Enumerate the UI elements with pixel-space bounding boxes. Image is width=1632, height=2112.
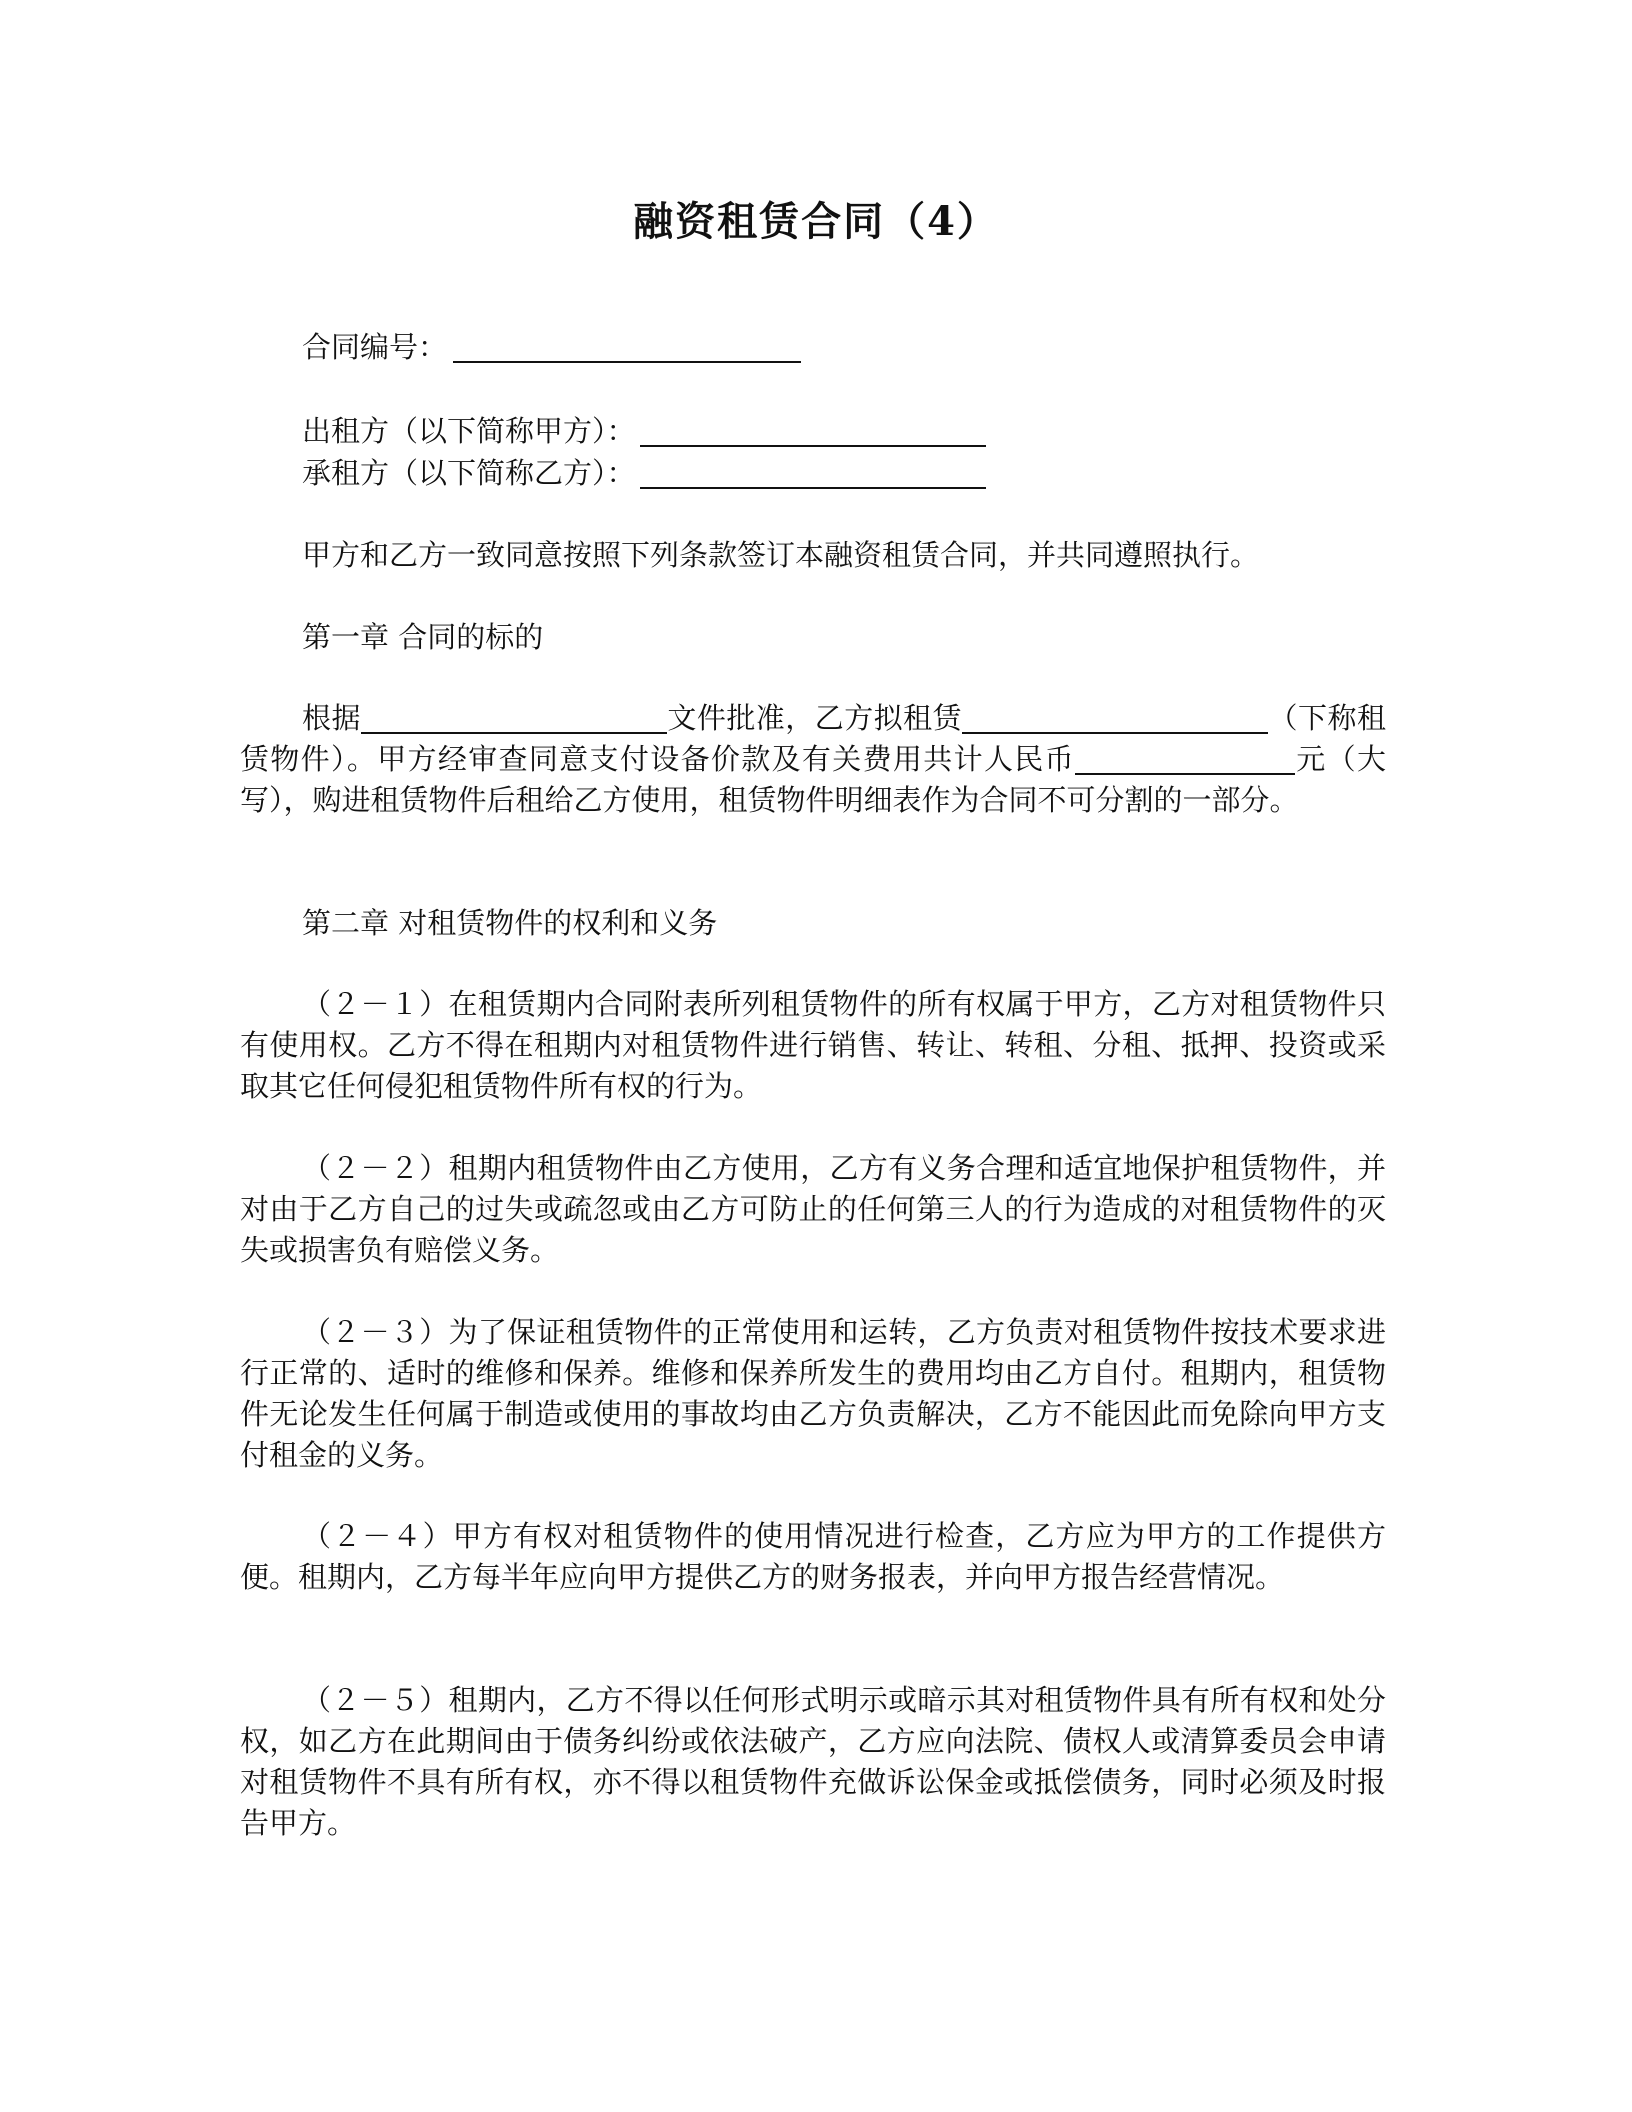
intro-paragraph: 甲方和乙方一致同意按照下列条款签订本融资租赁合同，并共同遵照执行。	[302, 538, 1260, 572]
clause-2-5: （２－５）租期内，乙方不得以任何形式明示或暗示其对租赁物件具有所有权和处分权，如乙方在此期间由于债务纠纷或依法破产，乙方应向法院、债权人或清算委员会申请对租赁物件不具有所有权，亦不得以租赁物件充做诉讼保金或抵偿债务，同时必须及时报告甲方。	[240, 1683, 1386, 1840]
chapter-1-heading: 第一章 合同的标的	[302, 620, 544, 654]
lessee-blank	[640, 453, 986, 489]
lessor-line	[302, 410, 986, 452]
lessee-label: 承租方（以下简称乙方）：	[302, 456, 636, 490]
lessee-line	[302, 452, 986, 494]
chapter-1-text-4: 元（大写），购进租赁物件后租给乙方使用，租赁物件明细表作为合同不可分割的一部分。	[240, 742, 1386, 817]
chapter-1-text-3: （下称租赁物件）。甲方经审查同意支付设备价款及有关费用共计人民币	[240, 701, 1386, 776]
chapter-1-body	[240, 698, 1386, 821]
contract-number-label: 合同编号：	[302, 330, 448, 364]
chapter-1-text-2: 文件批准，乙方拟租赁	[666, 701, 963, 735]
document-title: 融资租赁合同（4）	[633, 198, 999, 245]
clause-2-4: （２－４）甲方有权对租赁物件的使用情况进行检查，乙方应为甲方的工作提供方便。租期内，乙方每半年应向甲方提供乙方的财务报表，并向甲方报告经营情况。	[240, 1519, 1386, 1594]
approval-document-blank	[361, 700, 667, 734]
contract-number-line	[302, 326, 801, 368]
contract-number-blank	[453, 327, 801, 363]
lessor-blank	[640, 411, 986, 447]
amount-blank	[1075, 741, 1295, 775]
chapter-2-heading: 第二章 对租赁物件的权利和义务	[302, 906, 718, 940]
clause-2-1: （２－１）在租赁期内合同附表所列租赁物件的所有权属于甲方，乙方对租赁物件只有使用权。乙方不得在租期内对租赁物件进行销售、转让、转租、分租、抵押、投资或采取其它任何侵犯租赁物件所有权的行为。	[240, 987, 1386, 1103]
chapter-1-text-1: 根据	[302, 701, 361, 735]
lessor-label: 出租方（以下简称甲方）：	[302, 414, 636, 448]
clause-2-3: （２－３）为了保证租赁物件的正常使用和运转，乙方负责对租赁物件按技术要求进行正常的、适时的维修和保养。维修和保养所发生的费用均由乙方自付。租期内，租赁物件无论发生任何属于制造或使用的事故均由乙方负责解决，乙方不能因此而免除向甲方支付租金的义务。	[240, 1315, 1386, 1472]
leased-item-blank	[962, 700, 1268, 734]
clause-2-2: （２－２）租期内租赁物件由乙方使用，乙方有义务合理和适宜地保护租赁物件，并对由于乙方自己的过失或疏忽或由乙方可防止的任何第三人的行为造成的对租赁物件的灭失或损害负有赔偿义务。	[240, 1151, 1386, 1267]
